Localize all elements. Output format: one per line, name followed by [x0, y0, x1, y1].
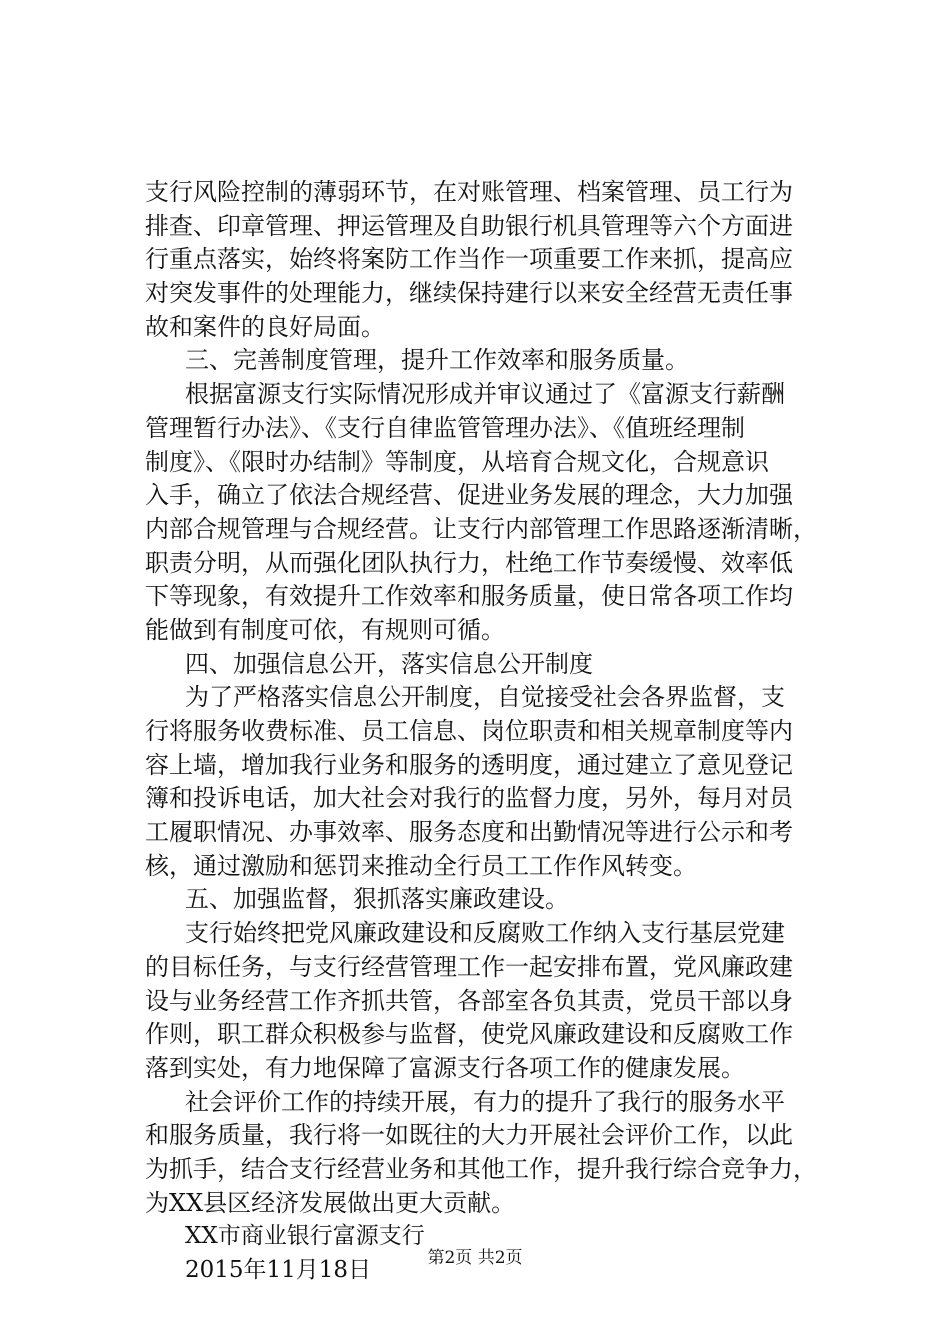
- text-line: 为了严格落实信息公开制度，自觉接受社会各界监督，支: [185, 683, 785, 712]
- text-line: 和服务质量，我行将一如既往的大力开展社会评价工作，以此: [145, 1121, 793, 1150]
- text-line: 下等现象，有效提升工作效率和服务质量，使日常各项工作均: [145, 582, 793, 611]
- section-heading: 五、加强监督，狠抓落实廉政建设。: [185, 885, 569, 914]
- text-line: 容上墙，增加我行业务和服务的透明度，通过建立了意见登记: [145, 750, 793, 779]
- text-line: 的目标任务，与支行经营管理工作一起安排布置，党风廉政建: [145, 952, 793, 981]
- text-line: 为抓手，结合支行经营业务和其他工作，提升我行综合竞争力，: [145, 1154, 817, 1183]
- section-heading: 三、完善制度管理，提升工作效率和服务质量。: [185, 346, 689, 375]
- text-line: 作则，职工群众积极参与监督，使党风廉政建设和反腐败工作: [145, 1020, 793, 1049]
- text-line: 故和案件的良好局面。: [145, 312, 385, 341]
- text-line: 根据富源支行实际情况形成并审议通过了《富源支行薪酬: [185, 380, 785, 409]
- page-number-footer: 第2页 共2页: [427, 1248, 523, 1268]
- text-line: 行将服务收费标准、员工信息、岗位职责和相关规章制度等内: [145, 717, 793, 745]
- text-line: 为XX县区经济发展做出更大贡献。: [145, 1188, 516, 1217]
- text-line: 能做到有制度可依，有规则可循。: [145, 615, 505, 644]
- text-line: 设与业务经营工作齐抓共管，各部室各负其责，党员干部以身: [145, 986, 793, 1015]
- text-line: 支行风险控制的薄弱环节，在对账管理、档案管理、员工行为: [145, 178, 793, 206]
- signature-date: 2015年11月18日: [185, 1257, 372, 1283]
- text-line: 落到实处，有力地保障了富源支行各项工作的健康发展。: [145, 1053, 745, 1082]
- text-line: 制度》、《限时办结制》等制度，从培育合规文化，合规意识: [145, 447, 769, 476]
- text-line: 支行始终把党风廉政建设和反腐败工作纳入支行基层党建: [185, 919, 785, 948]
- text-line: 排查、印章管理、押运管理及自助银行机具管理等六个方面进: [145, 211, 793, 240]
- signature-organization: XX市商业银行富源支行: [185, 1223, 425, 1250]
- section-heading: 四、加强信息公开，落实信息公开制度: [185, 649, 593, 678]
- text-line: 行重点落实，始终将案防工作当作一项重要工作来抓，提高应: [145, 245, 793, 274]
- text-line: 对突发事件的处理能力，继续保持建行以来安全经营无责任事: [145, 279, 793, 308]
- text-line: 职责分明，从而强化团队执行力，杜绝工作节奏缓慢、效率低: [145, 548, 793, 577]
- text-line: 社会评价工作的持续开展，有力的提升了我行的服务水平: [185, 1087, 785, 1116]
- text-line: 管理暂行办法》、《支行自律监管管理办法》、《值班经理制: [145, 413, 745, 442]
- text-line: 核，通过激励和惩罚来推动全行员工工作作风转变。: [145, 851, 697, 880]
- text-line: 簿和投诉电话，加大社会对我行的监督力度，另外，每月对员: [145, 784, 793, 813]
- text-line: 工履职情况、办事效率、服务态度和出勤情况等进行公示和考: [145, 818, 793, 847]
- text-line: 入手，确立了依法合规经营、促进业务发展的理念，大力加强: [145, 481, 793, 510]
- document-body: [145, 176, 835, 1288]
- text-line: 内部合规管理与合规经营。让支行内部管理工作思路逐渐清晰，: [145, 514, 817, 543]
